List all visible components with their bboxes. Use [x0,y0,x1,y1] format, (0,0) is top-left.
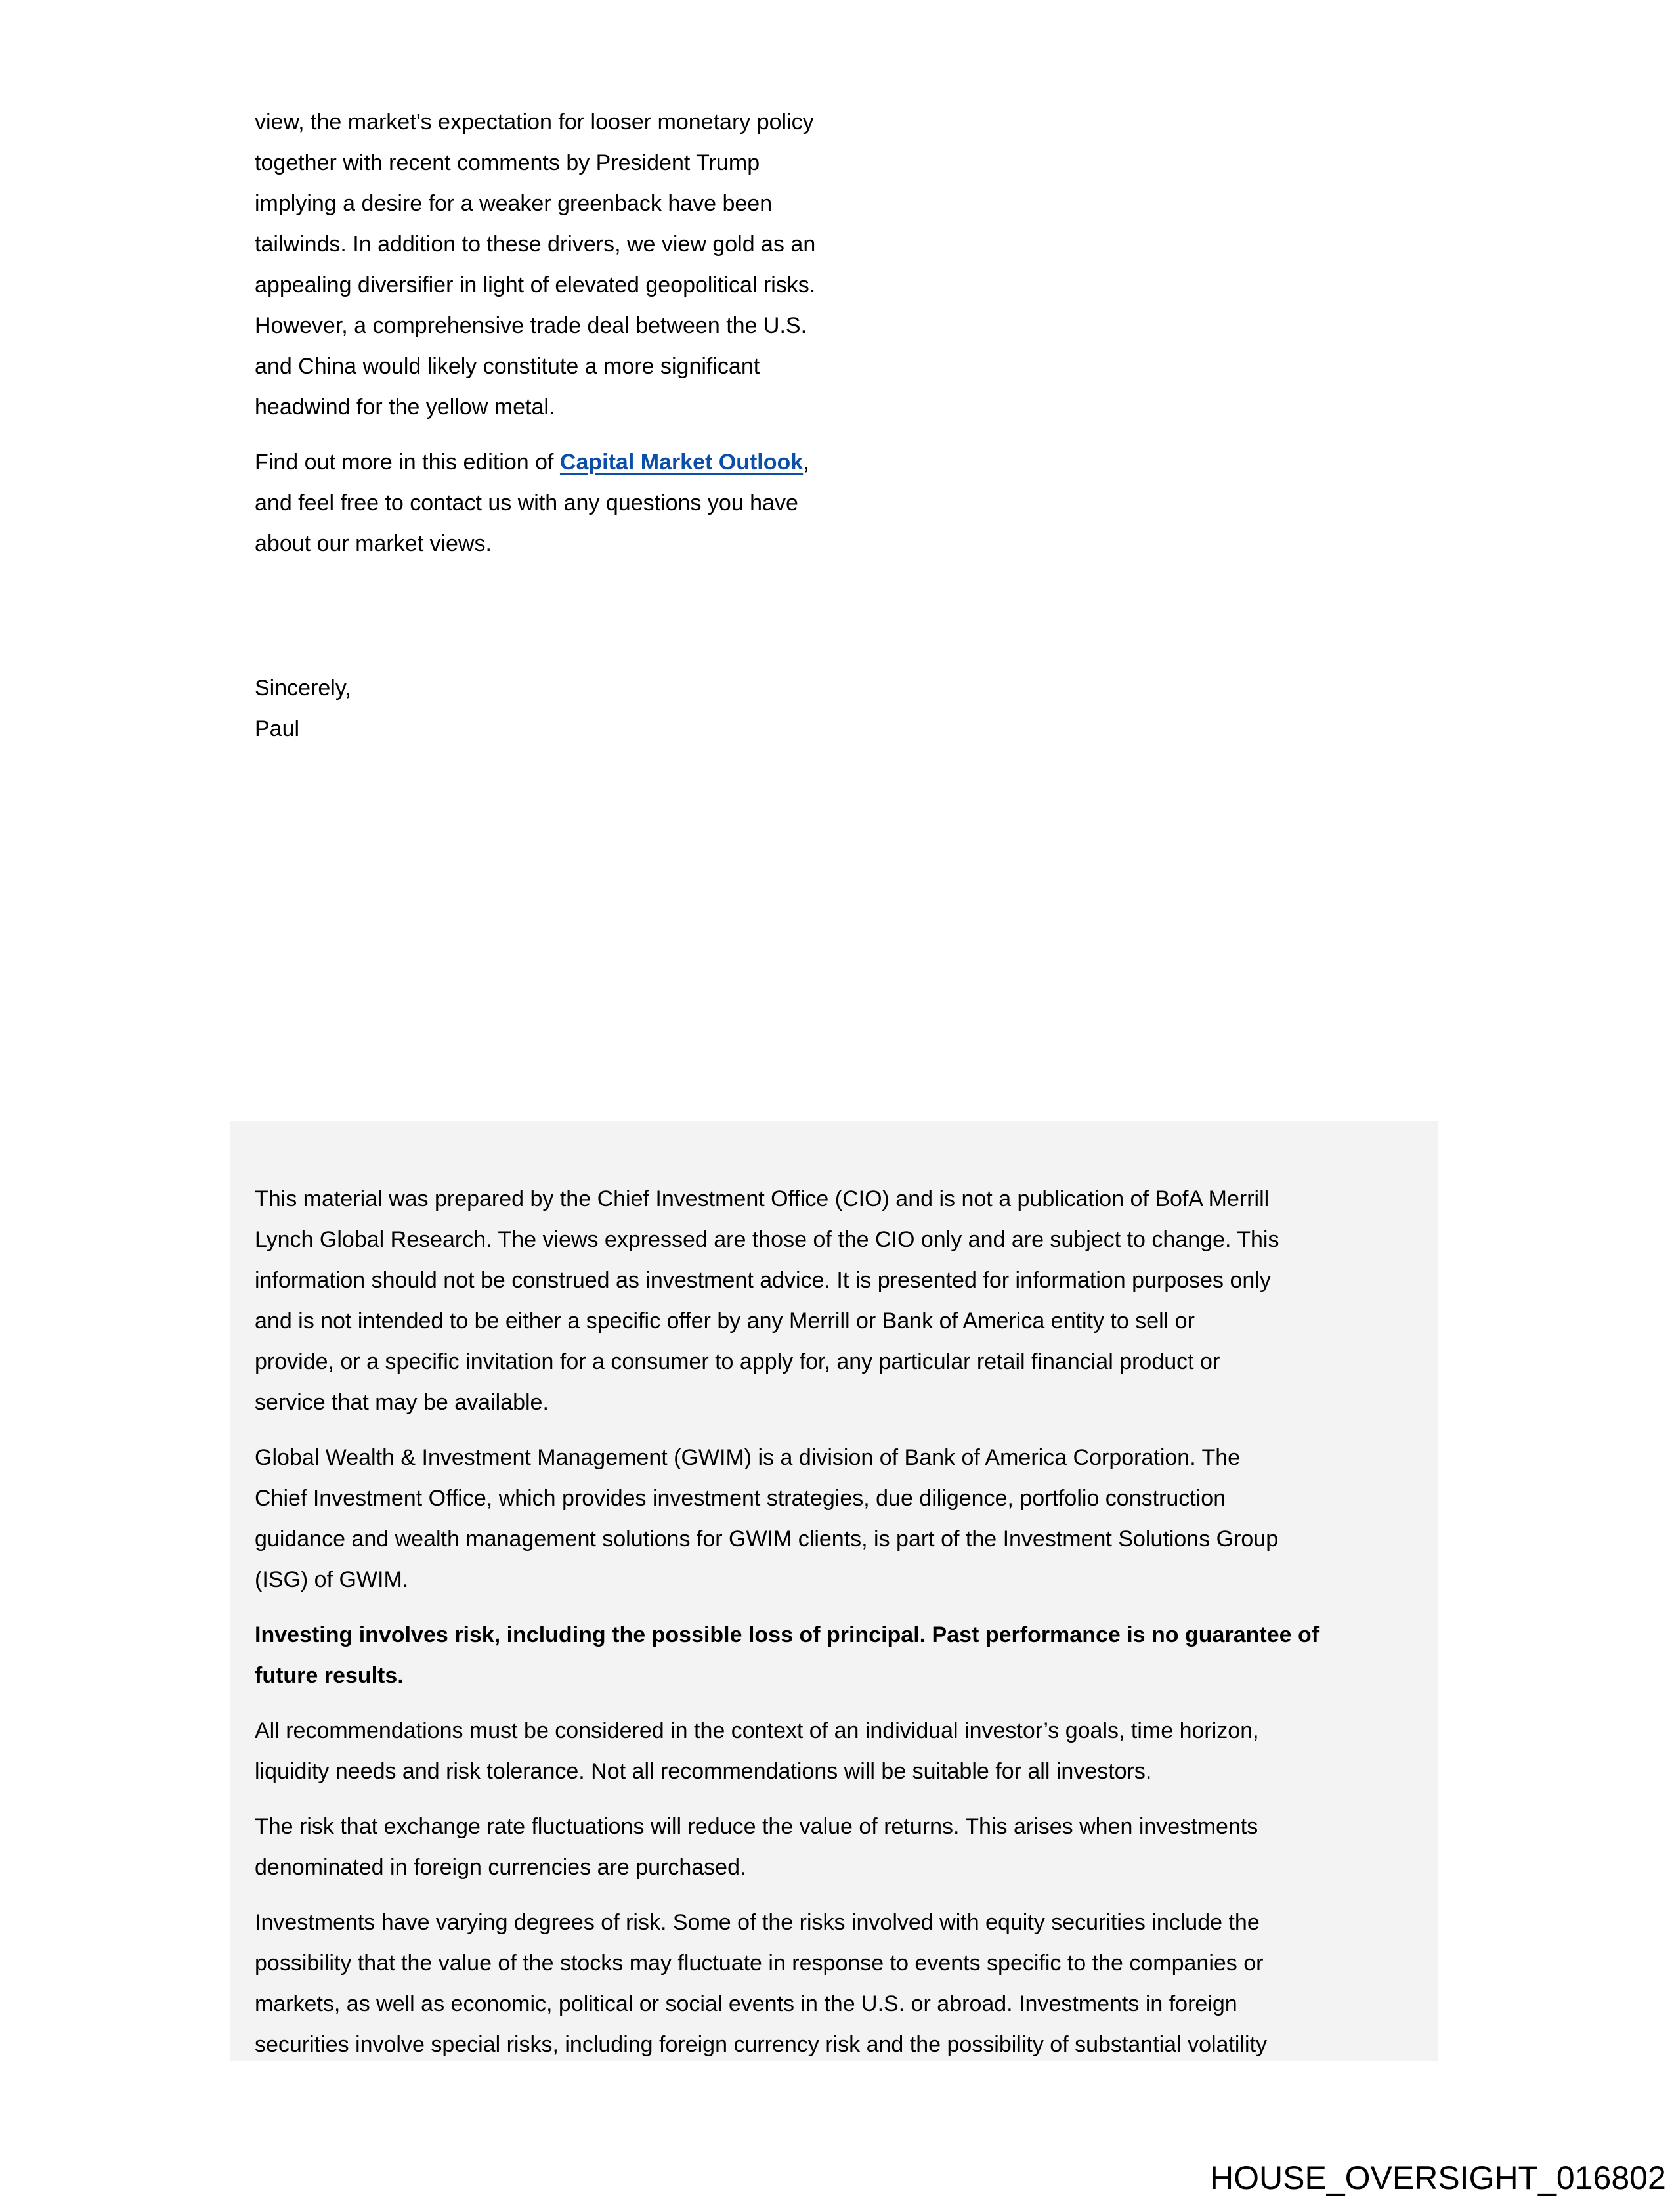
text-line: future results. [255,1663,404,1688]
text-line: liquidity needs and risk tolerance. Not all recommendations will be suitable for all investors. [255,1759,1152,1784]
text-line: possibility that the value of the stocks may fluctuate in response to events specific to the companies or [255,1951,1264,1976]
text: , [803,450,809,475]
text-line: (ISG) of GWIM. [255,1567,409,1592]
paragraph-gold-outlook [255,102,815,427]
text-line [255,442,815,483]
text-line: Chief Investment Office, which provides investment strategies, due diligence, portfolio construction [255,1486,1226,1511]
text-line: markets, as well as economic, political or social events in the U.S. or abroad. Investments in foreign [255,1991,1237,2016]
text-line: securities involve special risks, including foreign currency risk and the possibility of substantial volatility [255,2032,1268,2057]
text-line: information should not be construed as investment advice. It is presented for information purposes only [255,1268,1271,1293]
text-line: and feel free to contact us with any questions you have [255,490,798,515]
text-line: Investing involves risk, including the possible loss of principal. Past performance is no guarantee of [255,1622,1320,1647]
text-line: All recommendations must be considered in the context of an individual investor’s goals, time horizon, [255,1718,1259,1743]
text-line: service that may be available. [255,1390,549,1415]
text-line: about our market views. [255,531,492,556]
disclaimer-text [255,1179,1319,2079]
paragraph-find-out-more [255,442,815,564]
disclaimer-paragraph [255,1710,1319,1792]
signoff [255,668,351,749]
text-line: Investments have varying degrees of risk. Some of the risks involved with equity securities include the [255,1910,1260,1935]
text-line: denominated in foreign currencies are purchased. [255,1855,746,1880]
text-line: However, a comprehensive trade deal between the U.S. [255,313,807,338]
disclaimer-paragraph [255,1437,1319,1600]
disclaimer-paragraph [255,1179,1319,1423]
text-line: Lynch Global Research. The views expressed are those of the CIO only and are subject to change. This [255,1227,1279,1252]
text-line: and China would likely constitute a more significant [255,354,760,379]
text-line: implying a desire for a weaker greenback have been [255,191,773,216]
closing: Sincerely, [255,676,351,701]
text-line: headwind for the yellow metal. [255,395,555,420]
signature: Paul [255,716,300,741]
bates-number: HOUSE_OVERSIGHT_016802 [1210,2159,1666,2196]
letter-body [255,102,815,578]
disclaimer-paragraph [255,1902,1319,2065]
text-line: appealing diversifier in light of elevated geopolitical risks. [255,272,816,297]
text-line: This material was prepared by the Chief Investment Office (CIO) and is not a publication of BofA Merrill [255,1186,1270,1211]
disclaimer-paragraph [255,1806,1319,1888]
capital-market-outlook-link[interactable]: Capital Market Outlook [559,450,804,475]
text: Find out more in this edition of [255,450,560,475]
text-line: provide, or a specific invitation for a consumer to apply for, any particular retail financial product or [255,1349,1220,1374]
risk-warning [255,1615,1319,1696]
text-line: tailwinds. In addition to these drivers, we view gold as an [255,232,816,257]
text-line: and is not intended to be either a specific offer by any Merrill or Bank of America entity to sell or [255,1309,1195,1334]
text-line: view, the market’s expectation for looser monetary policy [255,110,814,135]
text-line: together with recent comments by President Trump [255,150,760,175]
text-line: The risk that exchange rate fluctuations will reduce the value of returns. This arises when investments [255,1814,1258,1839]
text-line: guidance and wealth management solutions for GWIM clients, is part of the Investment Solutions Group [255,1527,1279,1551]
text-line: Global Wealth & Investment Management (GWIM) is a division of Bank of America Corporation. The [255,1445,1241,1470]
